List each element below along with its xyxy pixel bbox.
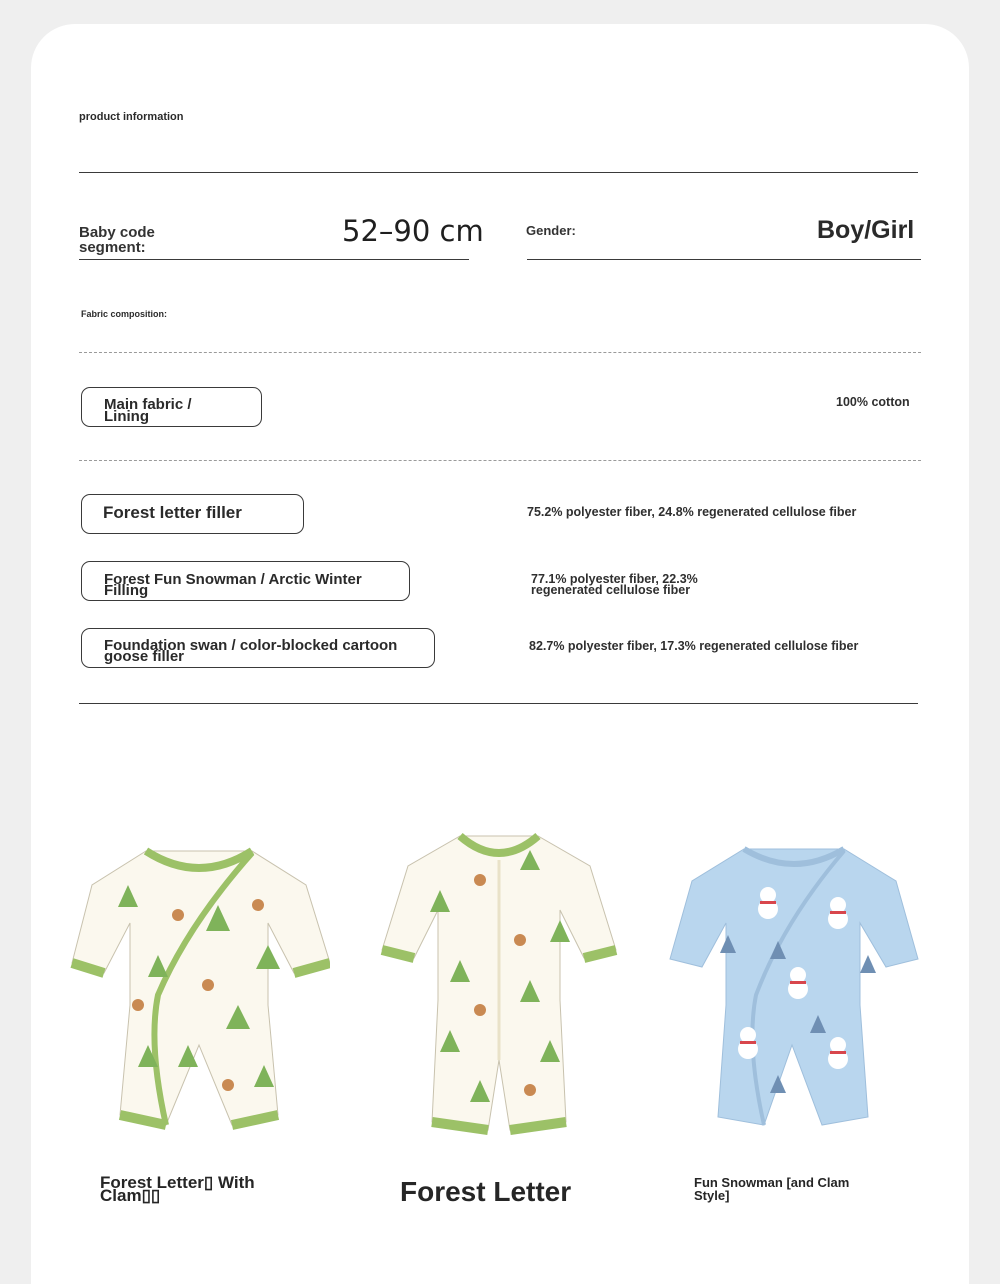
fabric-dashed-divider-top	[79, 352, 921, 353]
gender-underline	[527, 259, 921, 260]
romper-wrap-snowman-icon	[668, 845, 920, 1131]
romper-wrap-forest-icon	[68, 845, 330, 1135]
baby-code-label: Baby code segment:	[79, 224, 155, 256]
fabric-name-label: Foundation swan / color-blocked cartoon goose filler	[104, 637, 398, 665]
baby-code-underline	[79, 259, 469, 260]
product-caption: Fun Snowman [and Clam Style]	[694, 1175, 850, 1203]
product-caption: Forest Letter	[400, 1176, 572, 1207]
fabric-composition-value: 100% cotton	[836, 395, 910, 409]
fabric-name-label: Main fabric / Lining	[104, 396, 192, 425]
fabric-heading: Fabric composition:	[81, 309, 168, 319]
fabric-dashed-divider-bottom	[79, 460, 921, 461]
fabric-composition-value: 82.7% polyester fiber, 17.3% regenerated cellulose fiber	[529, 639, 859, 653]
top-divider	[79, 172, 918, 173]
bottom-divider	[79, 703, 918, 704]
product-caption: Forest Letter▯ With Clam▯▯	[100, 1173, 255, 1205]
fabric-name-label: Forest letter filler	[103, 503, 242, 522]
fabric-name-label: Forest Fun Snowman / Arctic Winter Filling	[104, 571, 362, 599]
gender-value: Boy/Girl	[817, 216, 915, 244]
fabric-composition-value: 77.1% polyester fiber, 22.3% regenerated cellulose fiber	[531, 572, 698, 597]
section-title: product information	[79, 111, 184, 123]
fabric-composition-value: 75.2% polyester fiber, 24.8% regenerated cellulose fiber	[527, 505, 857, 519]
romper-zip-forest-icon	[380, 830, 618, 1138]
gender-label: Gender:	[526, 223, 576, 238]
baby-code-value: 52–90 cm	[342, 214, 484, 248]
